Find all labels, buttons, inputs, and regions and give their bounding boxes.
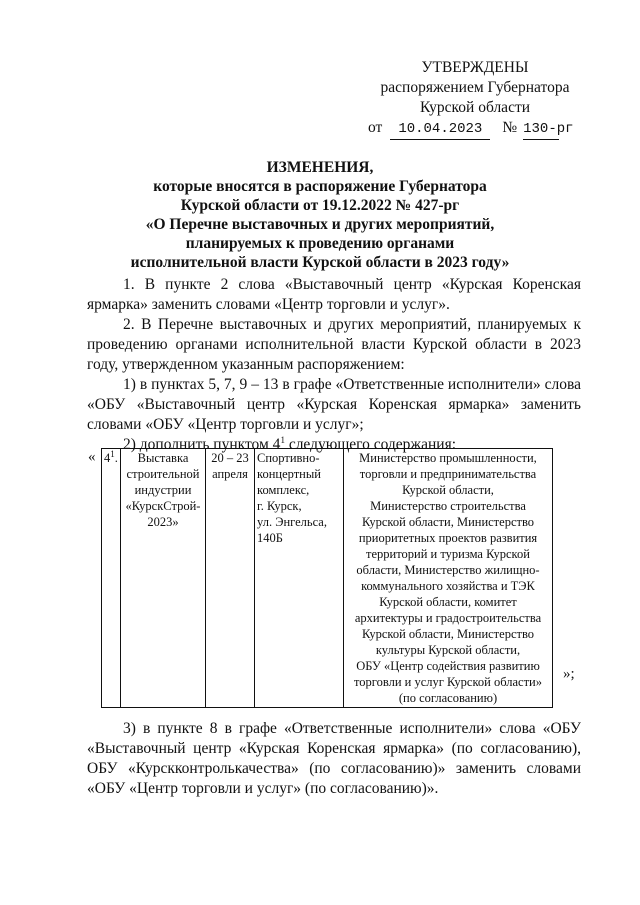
approval-line1: УТВЕРЖДЕНЫ (421, 59, 529, 76)
approval-number: 130-рг (523, 119, 559, 140)
cell-place: Спортивно- концертный комплекс, г. Курск, ул. Энгельса, 140Б (255, 449, 344, 708)
item-3 (87, 719, 581, 799)
item1-line2: ярмарка» заменить словами «Центр торговли и услуг». (87, 296, 450, 313)
approval-date-line (368, 118, 590, 140)
title-line6: исполнительной власти Курской области в 2023 году» (130, 254, 510, 271)
sub1-line3: словами «ОБУ «Центр торговли и услуг»; (87, 416, 364, 433)
sub3-line2: «Выставочный центр «Курская Коренская ярмарка» (по согласованию), (87, 740, 581, 757)
insert-table (101, 448, 553, 708)
item2-line3: году, утвержденном указанным распоряжением: (87, 356, 405, 373)
title-line2: которые вносятся в распоряжение Губернатора (153, 178, 487, 195)
approval-date: 10.04.2023 (390, 119, 490, 140)
cell-dates: 20 – 23 апреля (206, 449, 255, 708)
sub2-sup: 1 (280, 434, 285, 445)
changes-items (87, 275, 581, 455)
document-title (60, 158, 580, 272)
row-number: 4 (104, 451, 111, 465)
approval-line3: Курской области (419, 99, 531, 116)
item2-line2: проведению органами исполнительной власти Курской области в 2023 (87, 336, 581, 353)
cell-executors: Министерство промышленности, торговли и предпринимательства Курской области, Министерство строительства Курской области, Министерство приоритетных проектов развития территорий и туризма Курской области, Министерство жилищно- коммунального хозяйства и ТЭК Курской области, комитет архитектуры и градостроительства Курской области, Министерство культуры Курской области, ОБУ «Центр содействия развитию торговли и услуг Курской области» (по согласованию) (344, 449, 553, 708)
table-row (102, 449, 553, 708)
approval-stamp (360, 58, 590, 140)
title-line4: «О Перечне выставочных и других мероприятий, (145, 216, 495, 233)
sub3-line1: 3) в пункте 8 в графе «Ответственные исполнители» слова «ОБУ (123, 720, 581, 737)
item2-line1: 2. В Перечне выставочных и других мероприятий, планируемых к (123, 316, 581, 333)
table-quote-close: »; (563, 666, 575, 682)
sub3-line3: ОБУ «Курскконтролькачества» (по согласованию)» заменить словами (87, 760, 581, 777)
cell-number (102, 449, 121, 708)
sub1-line1: 1) в пунктах 5, 7, 9 – 13 в графе «Ответственные исполнители» слова (123, 376, 581, 393)
title-line1: ИЗМЕНЕНИЯ, (266, 159, 374, 176)
from-label: от (368, 119, 383, 136)
item1-line1: 1. В пункте 2 слова «Выставочный центр «Курская Коренская (123, 276, 581, 293)
row-number-sup: 1 (110, 448, 115, 459)
approval-line2: распоряжением Губернатора (380, 79, 570, 96)
row-number-dot: . (114, 451, 118, 465)
sub1-line2: «ОБУ «Выставочный центр «Курская Коренская ярмарка» заменить (87, 396, 581, 413)
sub3-line4: «ОБУ «Центр торговли и услуг» (по согласованию)». (87, 780, 439, 797)
title-line5: планируемых к проведению органами (185, 235, 455, 252)
title-line3: Курской области от 19.12.2022 № 427-рг (180, 197, 460, 214)
sub2-tail: следующего содержания: (284, 436, 457, 453)
sub2-text: 2) дополнить пунктом 4 (123, 436, 281, 453)
cell-event-name: Выставка строительной индустрии «КурскСтрой- 2023» (121, 449, 206, 708)
table-quote-open: « (88, 449, 96, 465)
number-label: № (502, 119, 518, 136)
